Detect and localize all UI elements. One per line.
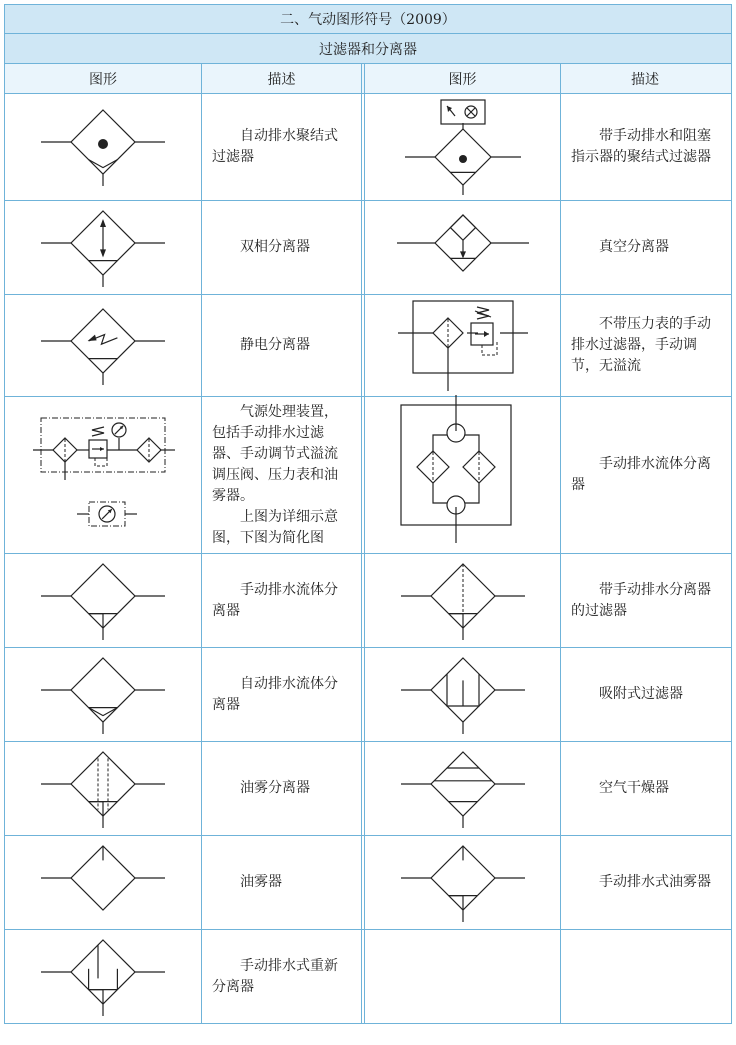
symbol-description-text: 油雾器	[240, 874, 282, 890]
header-figure-right: 图形	[365, 64, 561, 93]
symbol-description-text: 不带压力表的手动排水过滤器，手动调节，无溢流	[571, 316, 711, 374]
symbol-figure-cell	[5, 554, 202, 647]
table-title	[4, 4, 732, 34]
symbol-figure-cell	[365, 648, 561, 741]
table-subtitle	[4, 34, 732, 64]
table-title-text: 二、气动图形符号（2009）	[280, 12, 456, 28]
symbol-description-cell	[561, 930, 729, 1023]
symbol-figure-cell	[5, 742, 202, 835]
manual-drain-fluid-separator-double-icon	[363, 395, 563, 555]
symbol-figure-cell	[5, 930, 202, 1023]
symbol-description-text: 气源处理装置，包括手动排水过滤器、手动调节式溢流调压阀、压力表和油雾器。	[212, 403, 338, 504]
symbol-description-text: 带手动排水和阻塞指示器的聚结式过滤器	[571, 128, 711, 165]
symbol-description-cell	[202, 201, 365, 294]
symbol-description-text: 带手动排水分离器的过滤器	[571, 581, 711, 619]
symbol-figure-cell	[5, 648, 202, 741]
lubricator-icon	[3, 833, 203, 933]
table-row	[4, 295, 732, 397]
air-service-unit-icon	[3, 400, 203, 550]
table-row	[4, 742, 732, 836]
symbol-description-cell	[561, 554, 729, 647]
symbol-description-text: 双相分离器	[240, 239, 310, 255]
symbol-figure-cell	[5, 836, 202, 929]
symbol-table	[4, 4, 732, 1024]
symbol-description-text: 自动排水流体分离器	[212, 675, 338, 713]
air-dryer-icon	[363, 739, 563, 839]
symbol-description-cell	[202, 836, 365, 929]
table-subtitle-text: 过滤器和分离器	[319, 41, 417, 58]
symbol-description-cell	[202, 295, 365, 396]
symbol-description-cell	[561, 648, 729, 741]
symbol-description-cell	[561, 94, 729, 200]
manual-drain-lubricator-icon	[363, 833, 563, 933]
symbol-description-cell	[561, 295, 729, 396]
symbol-figure-cell	[365, 94, 561, 200]
symbol-description-text: 真空分离器	[599, 239, 669, 255]
symbol-figure-cell	[365, 930, 561, 1023]
manual-drain-fluid-separator-icon	[3, 551, 203, 651]
symbol-figure-cell	[5, 397, 202, 553]
header-description-left: 描述	[202, 64, 365, 93]
header-description-right: 描述	[631, 71, 659, 88]
symbol-figure-cell	[365, 554, 561, 647]
vacuum-separator-icon	[363, 198, 563, 298]
oil-mist-separator-icon	[3, 739, 203, 839]
symbol-description-cell	[202, 742, 365, 835]
table-row	[4, 397, 732, 554]
symbol-figure-cell	[5, 295, 202, 396]
manual-drain-filter-regulator-icon	[363, 291, 563, 401]
table-row	[4, 836, 732, 930]
adsorption-filter-icon	[363, 645, 563, 745]
header-figure-left: 图形	[5, 64, 202, 93]
symbol-description-cell	[202, 554, 365, 647]
auto-drain-fluid-separator-icon	[3, 645, 203, 745]
symbol-figure-cell	[365, 295, 561, 396]
symbol-description-text: 手动排水流体分离器	[571, 456, 711, 493]
manual-drain-reclassifier-icon	[3, 927, 203, 1027]
table-body	[4, 94, 732, 1024]
table-row	[4, 554, 732, 648]
symbol-description-cell	[202, 648, 365, 741]
symbol-description-text: 手动排水流体分离器	[212, 581, 338, 619]
table-header-row	[4, 64, 732, 94]
table-row	[4, 94, 732, 201]
symbol-description-cell	[202, 930, 365, 1023]
symbol-figure-cell	[365, 836, 561, 929]
symbol-description-cell	[202, 94, 365, 200]
two-phase-separator-icon	[3, 198, 203, 298]
table-row	[4, 930, 732, 1024]
symbol-description-text: 吸附式过滤器	[599, 686, 683, 702]
symbol-description-text: 自动排水聚结式过滤器	[212, 128, 338, 165]
manual-drain-coalescing-filter-with-clog-indicator-icon	[363, 92, 563, 202]
symbol-description-cell	[561, 836, 729, 929]
auto-drain-coalescing-filter-icon	[3, 97, 203, 197]
table-row	[4, 201, 732, 295]
table-row	[4, 648, 732, 742]
symbol-description-text: 油雾分离器	[240, 780, 310, 796]
electrostatic-separator-icon	[3, 296, 203, 396]
symbol-figure-cell	[365, 397, 561, 553]
symbol-description-text: 手动排水式油雾器	[599, 874, 711, 890]
symbol-description-text: 空气干燥器	[599, 780, 669, 796]
symbol-description-cell	[202, 397, 365, 553]
symbol-description-text: 上图为详细示意图，下图为简化图	[212, 508, 338, 546]
symbol-description-text: 静电分离器	[240, 337, 310, 353]
symbol-figure-cell	[5, 94, 202, 200]
symbol-description-cell	[561, 397, 729, 553]
symbol-description-text: 手动排水式重新分离器	[212, 957, 338, 995]
filter-with-manual-drain-separator-icon	[363, 551, 563, 651]
symbol-figure-cell	[365, 742, 561, 835]
symbol-description-cell	[561, 742, 729, 835]
symbol-description-cell	[561, 201, 729, 294]
symbol-figure-cell	[5, 201, 202, 294]
symbol-figure-cell	[365, 201, 561, 294]
